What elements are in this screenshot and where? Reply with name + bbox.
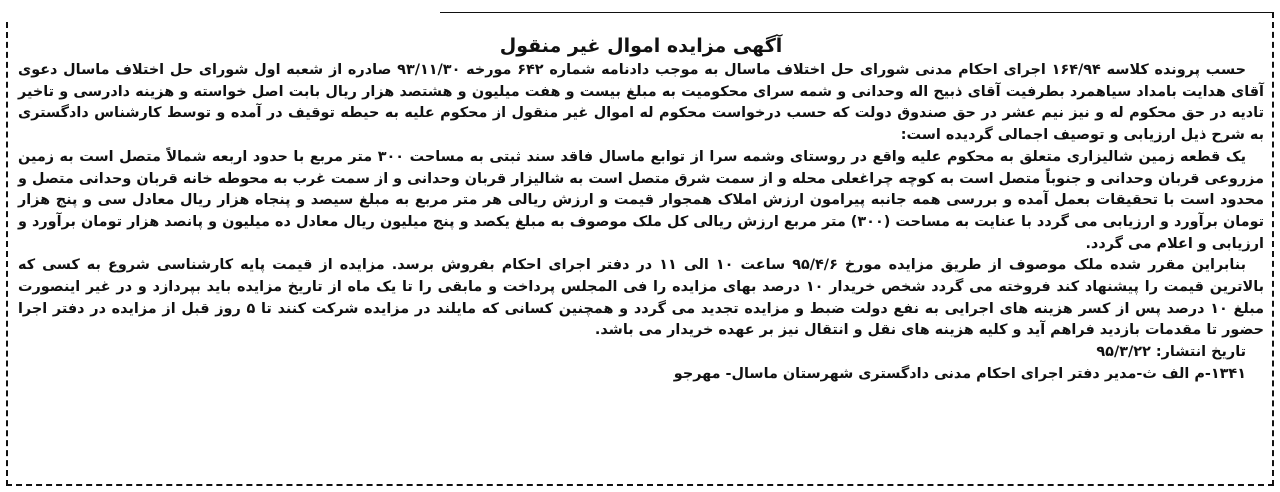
notice-paragraph-property: یک قطعه زمین شالیزاری متعلق به محکوم علیه واقع در روستای وشمه سرا از توابع ماسال فاقد سند ثبتی به مساحت ۳۰۰ متر مربع با حدود اربعه شمالاً متصل است به زمین مزروعی قربان وحدانی و جنوباً متصل است به کوچه چراغعلی محله و از سمت شرق متصل است به شالیزار قربان وحدانی و از سمت غرب به محوطه خانه قربان وحدانی متصل و محدود است با تحقیقات بعمل آمده و بررسی همه جانبه پیرامون ارزش املاک همجوار قیمت و ارزش ریالی هر متر مربع به مبلغ سیصد و پنجاه هزار ریال معادل سی و پنج هزار تومان برآورد و ارزیابی می گردد با عنایت به مساحت (۳۰۰) متر مربع ارزش ریالی کل ملک موصوف به مبلغ یکصد و پنج میلیون ریال معادل ده میلیون و پانصد هزار تومان برآورد و ارزیابی و اعلام می گردد. [18, 148, 1264, 252]
notice-title: آگهی مزایده اموال غیر منقول [499, 35, 783, 57]
notice-body [18, 34, 1264, 386]
notice-paragraph-auction: بنابراین مقرر شده ملک موصوف از طریق مزایده مورخ ۹۵/۴/۶ ساعت ۱۰ الی ۱۱ در دفتر اجرای احکام بفروش برسد. مزایده از قیمت پایه کارشناسی شروع به کسی که بالاترین قیمت را پیشنهاد کند فروخته می گردد شخص خریدار ۱۰ درصد بهای مزایده را فی المجلس پرداخت و مابقی را تا یک ماه از تاریخ مزایده باید بپردازد و در غیر اینصورت مبلغ ۱۰ درصد پس از کسر هزینه های اجرایی به نفع دولت ضبط و مزایده تجدید می گردد و همچنین کسانی که مایلند در مزایده شرکت کنند تا ۵ روز قبل از مزایده در دفتر اجرا حضور تا مقدمات بازدید فراهم آید و کلیه هزینه های نقل و انتقال نیز بر عهده خریدار می باشد. [18, 257, 1265, 339]
frame-bottom-border [6, 484, 1274, 486]
signature-line: ۱۳۴۱-م الف ث-مدیر دفتر اجرای احکام مدنی دادگستری شهرستان ماسال- مهرجو [673, 365, 1246, 382]
top-rule [440, 12, 1274, 13]
notice-paragraph-case: حسب پرونده کلاسه ۱۶۴/۹۴ اجرای احکام مدنی شورای حل اختلاف ماسال به موجب دادنامه شماره ۶۴۲ مورخه ۹۳/۱۱/۳۰ صادره از شعبه اول شورای حل اختلاف ماسال دعوی آقای هدایت بامداد سیاهمرد بطرفیت آقای ذبیح اله وحدانی و شمه سرای محکومیت به مبلغ بیست و هفت میلیون و هشتصد هزار ریال بابت اصل خواسته و هزینه دادرسی و تاخیر تادیه در حق محکوم له و نیز نیم عشر در حق صندوق دولت که حسب درخواست محکوم له اموال غیر منقول از محکوم علیه به حیطه توقیف در آمده و توسط کارشناس دادگستری به شرح ذیل ارزیابی و توصیف اجمالی گردیده است: [18, 62, 1264, 144]
frame-left-border [6, 22, 8, 486]
frame-right-border [1272, 12, 1274, 486]
publish-date: تاریخ انتشار: ۹۵/۳/۲۲ [1096, 344, 1246, 361]
